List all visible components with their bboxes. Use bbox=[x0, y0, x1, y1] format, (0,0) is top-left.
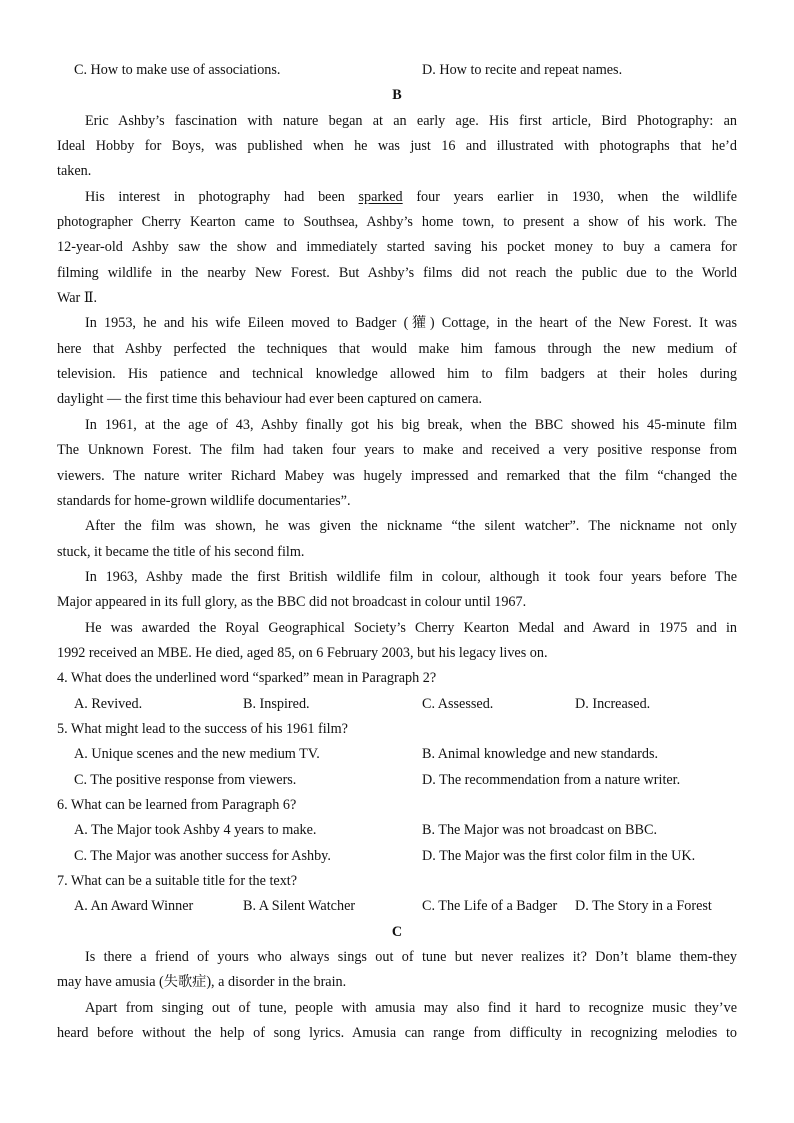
text-line: viewers. The nature writer Richard Mabey was hugely impressed and remarked that the film “changed the bbox=[57, 467, 737, 484]
text-span: four years earlier in 1930, when the wildlife bbox=[402, 188, 737, 205]
text-line: stuck, it became the title of his second film. bbox=[57, 543, 305, 560]
prev-question-options bbox=[57, 58, 737, 83]
paragraph-5 bbox=[57, 514, 737, 565]
option-d: D. The Story in a Forest bbox=[575, 898, 712, 915]
question-4-options bbox=[57, 692, 737, 717]
text-line: He was awarded the Royal Geographical Society’s Cherry Kearton Medal and Award in 1975 and in bbox=[85, 619, 737, 636]
text-line bbox=[57, 185, 737, 210]
question-5-stem: 5. What might lead to the success of his 1961 film? bbox=[57, 720, 348, 737]
option-c: C. The Major was another success for Ashby. bbox=[74, 847, 331, 864]
question-5-options-row1 bbox=[57, 742, 737, 767]
question-5-options-row2 bbox=[57, 768, 737, 793]
question-7-options bbox=[57, 894, 737, 919]
text-line: In 1953, he and his wife Eileen moved to Badger (獾) Cottage, in the heart of the New Forest. It was bbox=[85, 315, 737, 332]
option-c: C. Assessed. bbox=[422, 695, 494, 712]
text-line: taken. bbox=[57, 163, 92, 180]
text-line: Eric Ashby’s fascination with nature began at an early age. His first article, Bird Photography: an bbox=[85, 112, 737, 129]
option-d: D. The Major was the first color film in the UK. bbox=[422, 847, 696, 864]
text-line: In 1961, at the age of 43, Ashby finally got his big break, when the BBC showed his 45-minute film bbox=[85, 416, 737, 433]
text-line: Apart from singing out of tune, people with amusia may also find it hard to recognize music they’ve bbox=[85, 999, 737, 1016]
text-line: photographer Cherry Kearton came to Southsea, Ashby’s home town, to present a show of his work. The bbox=[57, 214, 737, 231]
section-heading-b: B bbox=[392, 87, 402, 104]
text-line: television. His patience and technical knowledge allowed him to film badgers at their holes during bbox=[57, 366, 737, 383]
text-line: In 1963, Ashby made the first British wildlife film in colour, although it took four years before The bbox=[85, 568, 737, 585]
text-line: 1992 received an MBE. He died, aged 85, on 6 February 2003, but his legacy lives on. bbox=[57, 644, 548, 661]
option-b: B. Inspired. bbox=[243, 695, 310, 712]
option-c: C. How to make use of associations. bbox=[74, 62, 281, 78]
text-line: Major appeared in its full glory, as the BBC did not broadcast in colour until 1967. bbox=[57, 594, 527, 611]
text-line: War Ⅱ. bbox=[57, 290, 98, 307]
paragraph-1 bbox=[57, 109, 737, 185]
option-a: A. Revived. bbox=[74, 695, 143, 712]
text-line: Is there a friend of yours who always sings out of tune but never realizes it? Don’t blame them-they bbox=[85, 949, 737, 966]
option-b: B. The Major was not broadcast on BBC. bbox=[422, 822, 657, 839]
option-a: A. The Major took Ashby 4 years to make. bbox=[74, 822, 317, 839]
exam-page bbox=[57, 58, 737, 1046]
text-line: may have amusia (失歌症), a disorder in the brain. bbox=[57, 974, 347, 991]
question-7-stem: 7. What can be a suitable title for the text? bbox=[57, 873, 298, 889]
option-d: D. The recommendation from a nature writer. bbox=[422, 771, 681, 788]
paragraph-c1 bbox=[57, 945, 737, 996]
text-line: here that Ashby perfected the techniques that would make him famous through the new medium of bbox=[57, 340, 737, 357]
option-a: A. An Award Winner bbox=[74, 898, 194, 915]
option-b: B. A Silent Watcher bbox=[243, 898, 356, 915]
question-6-options-row1 bbox=[57, 818, 737, 843]
text-line: After the film was shown, he was given the nickname “the silent watcher”. The nickname not only bbox=[85, 518, 737, 535]
question-6-stem: 6. What can be learned from Paragraph 6? bbox=[57, 796, 297, 813]
paragraph-4 bbox=[57, 413, 737, 514]
section-heading-c: C bbox=[391, 923, 403, 940]
text-span: His interest in photography had been bbox=[85, 188, 359, 205]
option-d: D. How to recite and repeat names. bbox=[422, 62, 623, 78]
option-b: B. Animal knowledge and new standards. bbox=[422, 746, 659, 763]
option-d: D. Increased. bbox=[575, 695, 651, 712]
option-a: A. Unique scenes and the new medium TV. bbox=[74, 746, 320, 763]
text-line: standards for home-grown wildlife documentaries”. bbox=[57, 492, 351, 509]
text-line: The Unknown Forest. The film had taken four years to make and received a very positive response from bbox=[57, 442, 737, 459]
option-c: C. The Life of a Badger bbox=[422, 898, 558, 915]
paragraph-2 bbox=[57, 185, 737, 312]
question-6-options-row2 bbox=[57, 844, 737, 869]
underlined-word-sparked: sparked bbox=[358, 188, 403, 205]
question-4-stem: 4. What does the underlined word “sparked” mean in Paragraph 2? bbox=[57, 670, 437, 687]
paragraph-c2 bbox=[57, 996, 737, 1047]
text-line: 12-year-old Ashby saw the show and immediately started saving his pocket money to buy a camera for bbox=[57, 239, 737, 256]
text-line: filming wildlife in the nearby New Forest. But Ashby’s films did not reach the public due to the World bbox=[57, 264, 737, 281]
text-line: daylight — the first time this behaviour had ever been captured on camera. bbox=[57, 391, 483, 408]
paragraph-7 bbox=[57, 616, 737, 667]
text-line: heard before without the help of song lyrics. Amusia can range from difficulty in recognizing melodies to bbox=[57, 1025, 737, 1042]
text-line: Ideal Hobby for Boys, was published when he was just 16 and illustrated with photographs that he’d bbox=[57, 138, 737, 155]
paragraph-6 bbox=[57, 565, 737, 616]
option-c: C. The positive response from viewers. bbox=[74, 771, 297, 788]
paragraph-3 bbox=[57, 311, 737, 412]
